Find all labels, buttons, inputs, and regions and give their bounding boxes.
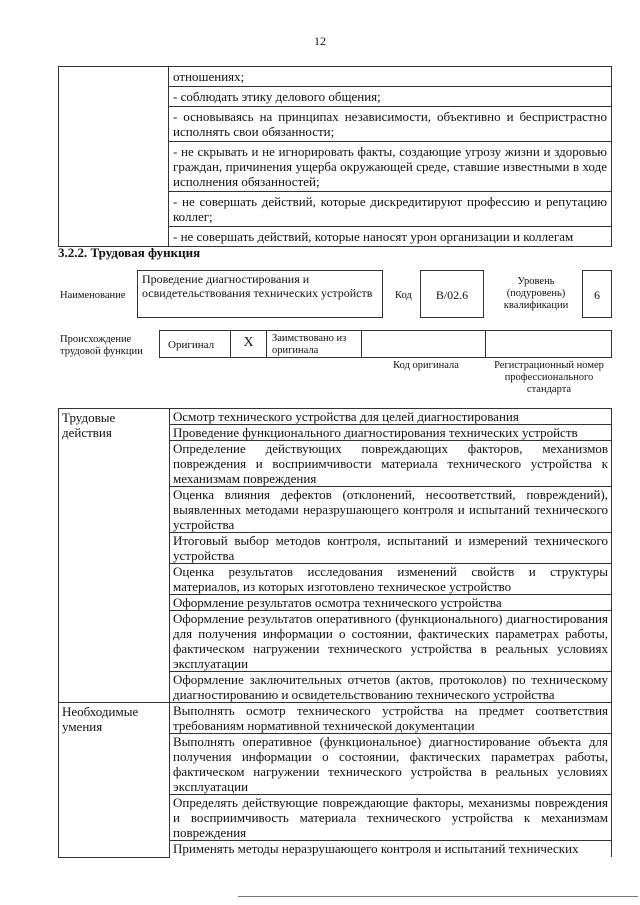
labor-actions-label: Трудовые действия xyxy=(59,409,170,703)
labor-action-item: Оценка результатов исследования изменений свойств и структуры материалов, из которых изготовлено техническое устройство xyxy=(170,564,612,595)
labor-action-item: Проведение функционального диагностирования технических устройств xyxy=(170,425,612,441)
labor-function-table xyxy=(58,408,612,858)
level-label: Уровень (подуровень) квалификации xyxy=(503,276,569,311)
labor-action-item: Оформление заключительных отчетов (актов, протоколов) по техническому диагностированию и освидетельствованию технического устройства xyxy=(170,672,612,703)
required-skill-item-cut xyxy=(170,841,612,858)
code-original-box xyxy=(361,330,486,358)
labor-action-item: Оформление результатов осмотра технического устройства xyxy=(170,595,612,611)
required-skills-label: Необходимые умения xyxy=(59,703,170,858)
continuation-item: - не совершать действий, которые наносят урон организации и коллегам xyxy=(173,229,574,244)
continuation-item: - соблюдать этику делового общения; xyxy=(169,87,611,107)
required-skill-item: Выполнять осмотр технического устройства на предмет соответствия требованиям нормативной технической документации xyxy=(170,703,612,734)
code-original-caption: Код оригинала xyxy=(393,360,459,371)
required-skill-item: Применять методы неразрушающего контроля и испытаний технических xyxy=(173,841,579,856)
code-box: B/02.6 xyxy=(420,270,484,318)
page-number: 12 xyxy=(314,34,326,48)
code-label: Код xyxy=(395,290,412,301)
continuation-empty-cell xyxy=(59,67,169,247)
labor-action-item: Итоговый выбор методов контроля, испытаний и измерений технического устройства xyxy=(170,533,612,564)
continuation-items xyxy=(169,67,612,247)
origin-label: Происхождение трудовой функции xyxy=(60,334,143,357)
continuation-table xyxy=(58,66,612,247)
original-label: Оригинал xyxy=(168,339,215,351)
labor-action-item: Оценка влияния дефектов (отклонений, несоответствий, повреждений), выявленных методами неразрушающего контроля и испытаний технического устройства xyxy=(170,487,612,533)
continuation-item: - не скрывать и не игнорировать факты, создающие угрозу жизни и здоровью граждан, причинения ущерба окружающей среде, ставшие известными в ходе исполнения обязанностей; xyxy=(169,142,611,192)
continuation-item: - основываясь на принципах независимости, объективно и беспристрастно исполнять свои обязанности; xyxy=(169,107,611,142)
level-box: 6 xyxy=(582,270,612,318)
continuation-item: отношениях; xyxy=(169,67,611,87)
section-title: 3.2.2. Трудовая функция xyxy=(58,245,201,260)
borrowed-label: Заимствовано из оригинала xyxy=(272,333,347,356)
required-skill-item: Выполнять оперативное (функциональное) диагностирование объекта для получения информации о состоянии, фактических параметрах работы, фактическом нагружении технического устройства в реальных условиях эксплуатации xyxy=(170,734,612,795)
labor-action-item: Оформление результатов оперативного (функционального) диагностирования для получения информации о состоянии, фактических параметрах работы, фактическом нагружении технического устройства в реальных условиях эксплуатации xyxy=(170,611,612,672)
required-skill-item: Определять действующие повреждающие факторы, механизмы повреждения и восприимчивость материала технического устройства к механизмам повреждения xyxy=(170,795,612,841)
labor-action-item: Определение действующих повреждающих факторов, механизмов повреждения и восприимчивости материала технического устройства к механизмам повреждения xyxy=(170,441,612,487)
function-name-box: Проведение диагностирования и освидетельствования технических устройств xyxy=(137,270,383,318)
continuation-item: - не совершать действий, которые дискредитируют профессию и репутацию коллег; xyxy=(169,192,611,227)
labor-action-item: Осмотр технического устройства для целей диагностирования xyxy=(170,409,612,425)
name-label: Наименование xyxy=(60,290,126,301)
bottom-rule xyxy=(238,896,638,897)
reg-number-caption: Регистрационный номер профессионального стандарта xyxy=(494,360,604,395)
original-mark: X xyxy=(230,330,267,358)
